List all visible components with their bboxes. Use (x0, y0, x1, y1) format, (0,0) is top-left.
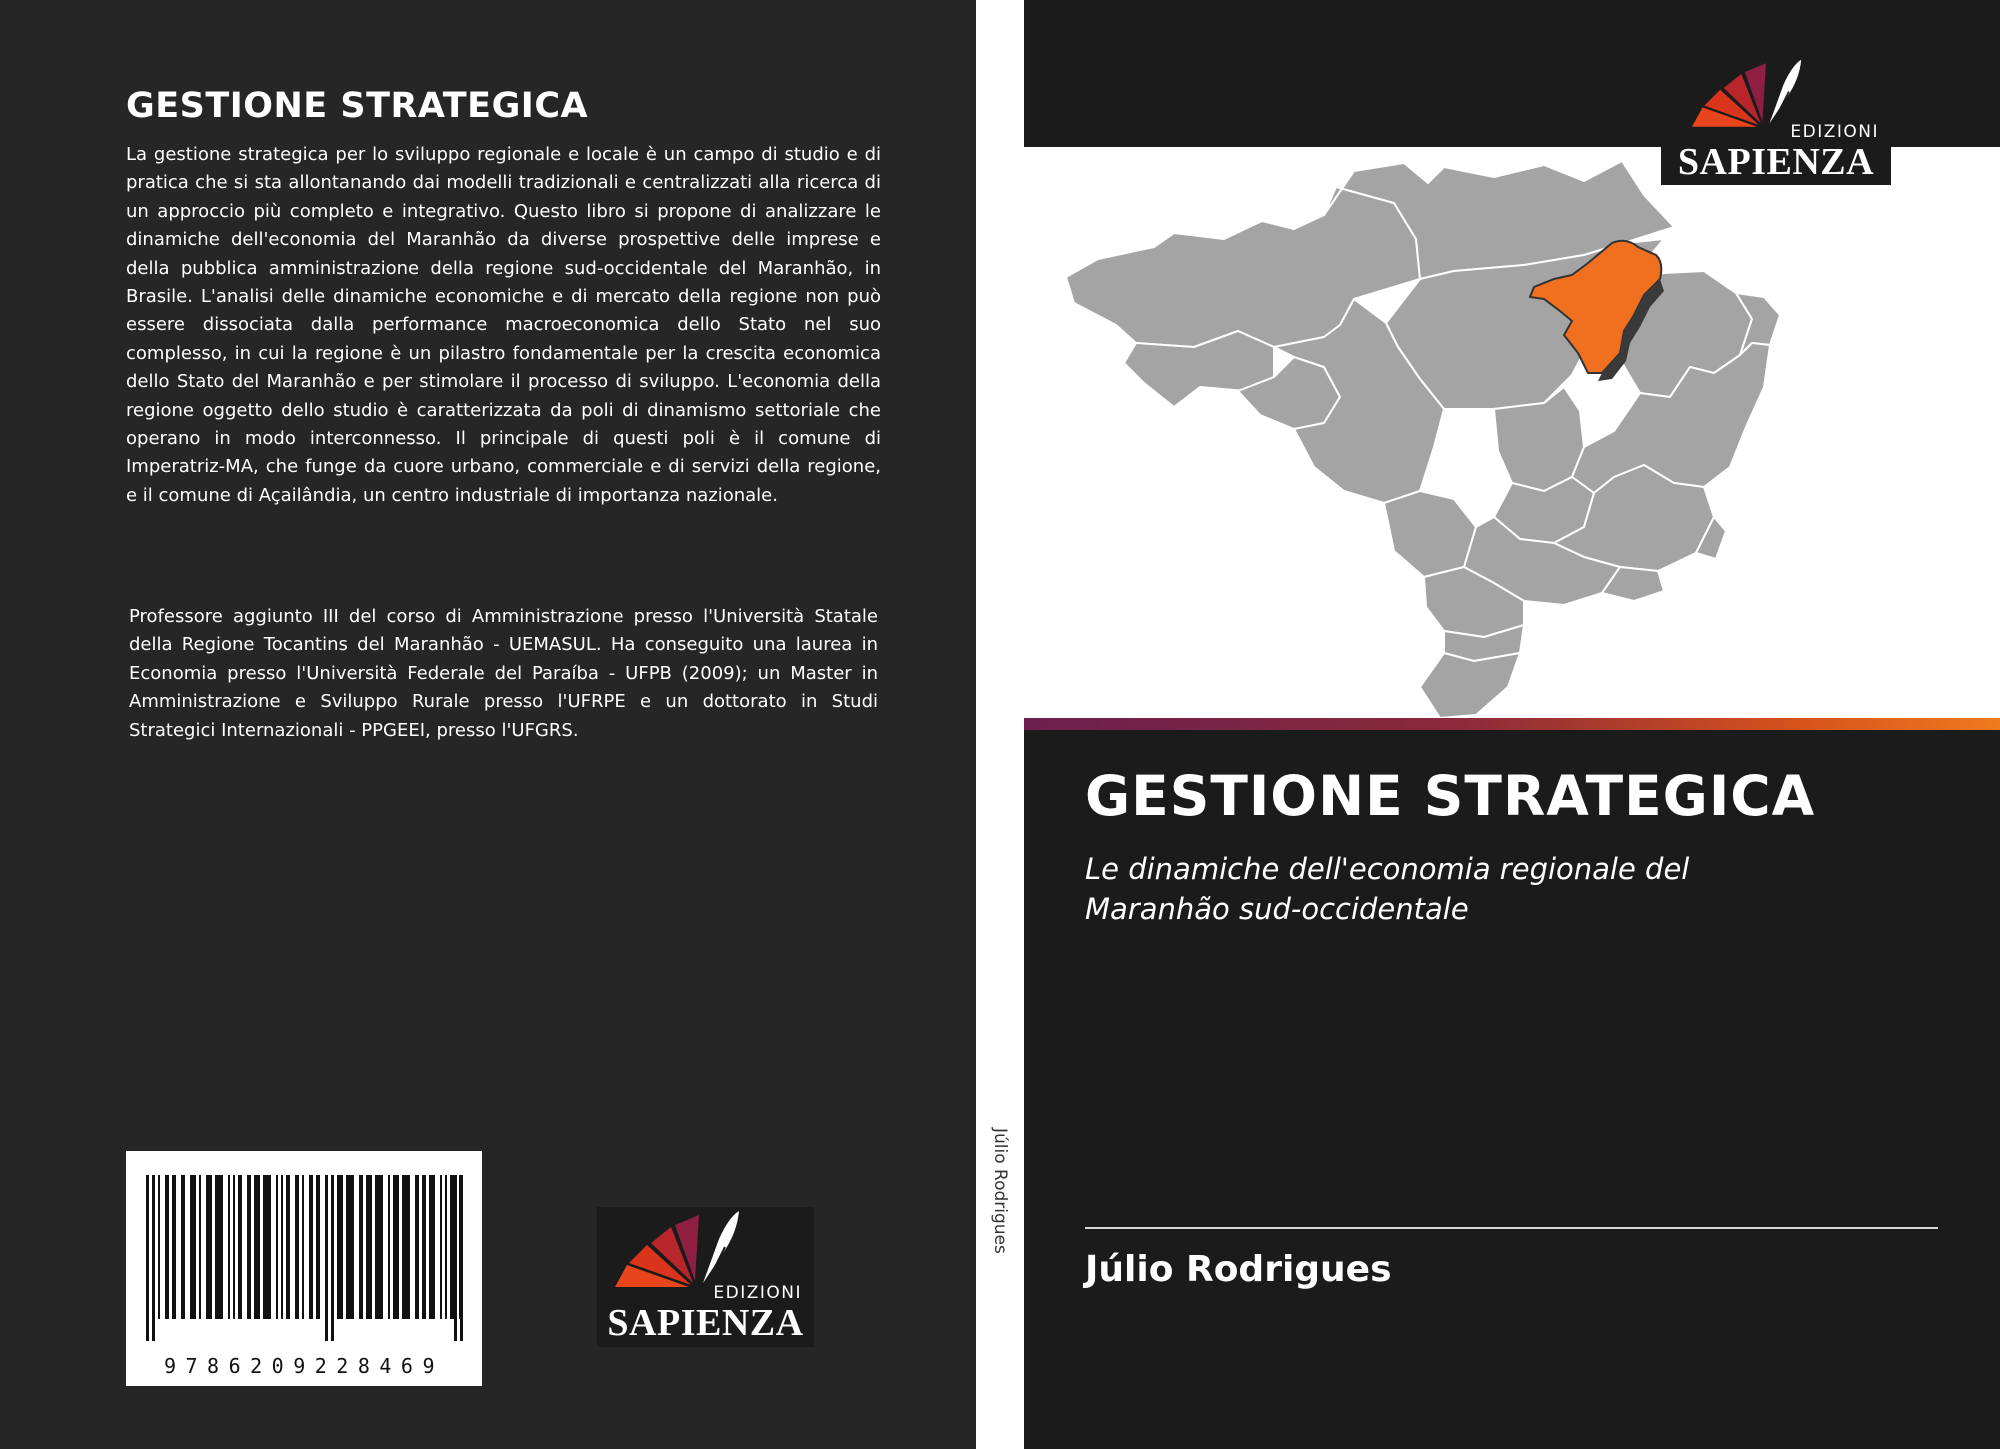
front-cover-subtitle (1085, 849, 1785, 929)
map-panel (1024, 147, 2000, 718)
barcode-bar (309, 1175, 313, 1319)
barcode-bar (302, 1175, 304, 1319)
publisher-imprint: EDIZIONI (713, 1283, 802, 1303)
fan-quill-icon (607, 1209, 757, 1293)
barcode-bar (254, 1175, 260, 1319)
barcode-bar (165, 1175, 169, 1319)
barcode-bar (331, 1175, 334, 1341)
publisher-logo-back (597, 1207, 814, 1347)
barcode-bar (206, 1175, 212, 1319)
barcode-bar (440, 1175, 442, 1319)
subtitle-line-2: Maranhão sud-occidentale (1085, 892, 1469, 926)
barcode-bar (181, 1175, 185, 1319)
barcode-bar (190, 1175, 196, 1319)
isbn-barcode (126, 1151, 482, 1386)
barcode-bar (402, 1175, 410, 1319)
spine-author-area (976, 1128, 1024, 1298)
barcode-bar (276, 1175, 278, 1319)
barcode-icon (142, 1175, 466, 1341)
author-divider (1085, 1227, 1938, 1229)
barcode-bar (366, 1175, 372, 1319)
publisher-logo-front (1661, 56, 1891, 185)
barcode-bar (281, 1175, 283, 1319)
barcode-bar (375, 1175, 383, 1319)
publisher-imprint: EDIZIONI (1790, 122, 1879, 142)
barcode-bar (228, 1175, 230, 1319)
author-bio: Professore aggiunto III del corso di Amministrazione presso l'Università Statale della Regione Tocantins del Maranhão - UEMASUL. Ha conseguito una laurea in Economia presso l'Università Federale del Paraíba - UFPB (2009); un Master in Amministrazione e Sviluppo Rurale presso l'UFRPE e un dottorato in Studi Strategici Internazionali - PPGEEI, presso l'UFGRS. (129, 606, 878, 741)
barcode-bar (215, 1175, 223, 1319)
subtitle-line-1: Le dinamiche dell'economia regionale del (1085, 852, 1690, 886)
barcode-bar (454, 1175, 457, 1341)
barcode-bar (445, 1175, 447, 1319)
barcode-bar (337, 1175, 343, 1319)
barcode-bar (199, 1175, 201, 1319)
publisher-name: SAPIENZA (607, 1302, 804, 1344)
barcode-bar (263, 1175, 271, 1319)
barcode-bar (429, 1175, 435, 1319)
barcode-bar (172, 1175, 176, 1319)
fan-quill-icon (1671, 58, 1831, 132)
barcode-bar (233, 1175, 235, 1319)
front-cover-title: GESTIONE STRATEGICA (1085, 764, 1816, 828)
publisher-name: SAPIENZA (1677, 141, 1875, 183)
barcode-bar (316, 1175, 320, 1319)
barcode-bar (422, 1175, 426, 1319)
barcode-bar (415, 1175, 419, 1319)
barcode-bar (146, 1175, 149, 1341)
barcode-bar (359, 1175, 363, 1319)
barcode-bar (152, 1175, 155, 1341)
brazil-map-icon (1024, 147, 2000, 718)
barcode-bar (388, 1175, 390, 1319)
barcode-bar (286, 1175, 290, 1319)
accent-gradient-bar (1024, 718, 2000, 730)
front-cover-author: Júlio Rodrigues (1085, 1249, 1392, 1290)
barcode-bar (460, 1175, 463, 1341)
barcode-bar (295, 1175, 299, 1319)
barcode-bar (450, 1175, 454, 1319)
barcode-bar (393, 1175, 399, 1319)
barcode-bar (158, 1175, 160, 1319)
barcode-bar (325, 1175, 328, 1341)
isbn-number: 9786209228469 (163, 1354, 445, 1378)
barcode-bar (346, 1175, 354, 1319)
back-cover-title: GESTIONE STRATEGICA (126, 86, 589, 126)
back-cover-description: La gestione strategica per lo sviluppo regionale e locale è un campo di studio e di pratica che si sta allontanando dai modelli tradizionali e centralizzati alla ricerca di un approccio più completo e integrativo. Questo libro si propone di analizzare le dinamiche dell'economia del Maranhão da diverse prospettive delle imprese e della pubblica amministrazione della regione sud-occidentale del Maranhão, in Brasile. L'analisi delle dinamiche economiche e di mercato della regione non può essere dissociata dalla performance macroeconomica dello Stato nel suo complesso, in cui la regione è un pilastro fondamentale per la crescita economica dello Stato del Maranhão e per stimolare il processo di sviluppo. L'economia della regione oggetto dello studio è caratterizzata da poli di dinamismo settoriale che operano in modo interconnesso. Il principale di questi poli è il comune di Imperatriz-MA, che funge da cuore urbano, commerciale e di servizi della regione, e il comune di Açailândia, un centro industriale di importanza nazionale. (126, 144, 881, 506)
spine-author: Júlio Rodrigues (990, 1128, 1010, 1254)
barcode-bar (238, 1175, 242, 1319)
barcode-bar (247, 1175, 251, 1319)
